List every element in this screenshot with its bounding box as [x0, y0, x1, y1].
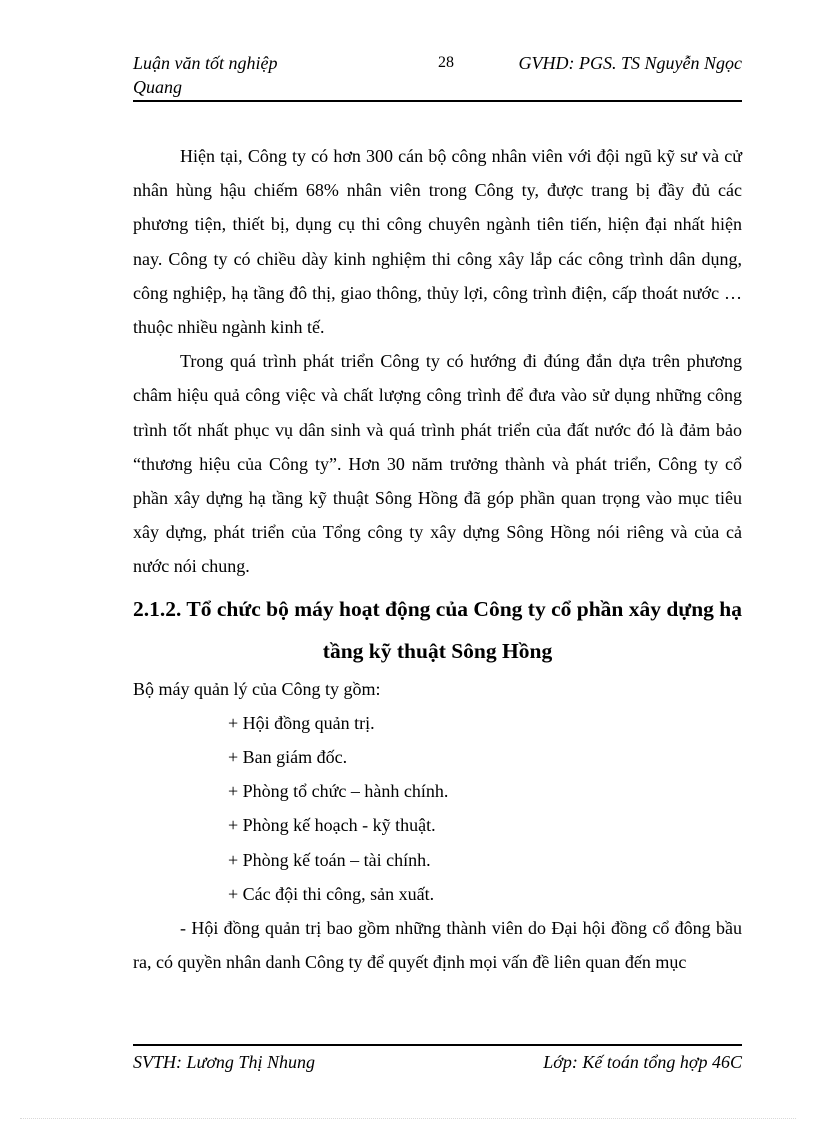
- list-item: + Ban giám đốc.: [228, 747, 348, 768]
- paragraph-company-overview: Hiện tại, Công ty có hơn 300 cán bộ công nhân viên với đội ngũ kỹ sư và cử nhân hùng hậu chiếm 68% nhân viên trong Công ty, được trang bị đầy đủ các phương tiện, thiết bị, dụng cụ thi công chuyên ngành tiên tiến, hiện đại nhất hiện nay. Công ty có chiều dày kinh nghiệm thi công xây lắp các công trình dân dụng, công nghiệp, hạ tầng đô thị, giao thông, thủy lợi, công trình điện, cấp thoát nước …thuộc nhiều ngành kinh tế.: [133, 146, 742, 338]
- supervisor-label: GVHD: PGS. TS Nguyễn Ngọc: [518, 53, 742, 73]
- list-item: + Phòng kế toán – tài chính.: [228, 849, 431, 870]
- list-item: + Hội đồng quản trị.: [228, 712, 375, 733]
- page-footer: [133, 1044, 742, 1072]
- list-item: + Phòng kế hoạch - kỹ thuật.: [228, 815, 436, 836]
- page-number: 28: [438, 54, 454, 71]
- page-bottom-divider: [20, 1118, 796, 1119]
- student-label: SVTH: Lương Thị Nhung: [133, 1052, 315, 1072]
- class-label: Lớp: Kế toán tổng hợp 46C: [543, 1052, 742, 1072]
- thesis-label-continued: Quang: [133, 77, 182, 97]
- thesis-label: Luận văn tốt nghiệp: [133, 53, 278, 73]
- paragraph-development: Trong quá trình phát triển Công ty có hướng đi đúng đắn dựa trên phương châm hiệu quả công việc và chất lượng công trình để đưa vào sử dụng những công trình tốt nhất phục vụ dân sinh và quá trình phát triển của đất nước đó là đảm bảo “thương hiệu của Công ty”. Hơn 30 năm trưởng thành và phát triển, Công ty cổ phần xây dựng hạ tầng kỹ thuật Sông Hồng đã góp phần quan trọng vào mục tiêu xây dựng, phát triển của Tổng công ty xây dựng Sông Hồng nói riêng và của cả nước nói chung.: [133, 351, 742, 577]
- page-header: [133, 50, 742, 102]
- section-heading: 2.1.2. Tổ chức bộ máy hoạt động của Công ty cổ phần xây dựng hạ tầng kỹ thuật Sông Hồng: [133, 596, 743, 663]
- list-item: + Các đội thi công, sản xuất.: [228, 883, 435, 904]
- management-intro: Bộ máy quản lý của Công ty gồm:: [133, 678, 381, 699]
- list-item: + Phòng tổ chức – hành chính.: [228, 781, 449, 802]
- management-list: [133, 706, 742, 911]
- paragraph-board-description: - Hội đồng quản trị bao gồm những thành viên do Đại hội đồng cổ đông bầu ra, có quyền nhân danh Công ty để quyết định mọi vấn đề liên quan đến mục: [133, 918, 742, 973]
- page-body: [133, 139, 742, 979]
